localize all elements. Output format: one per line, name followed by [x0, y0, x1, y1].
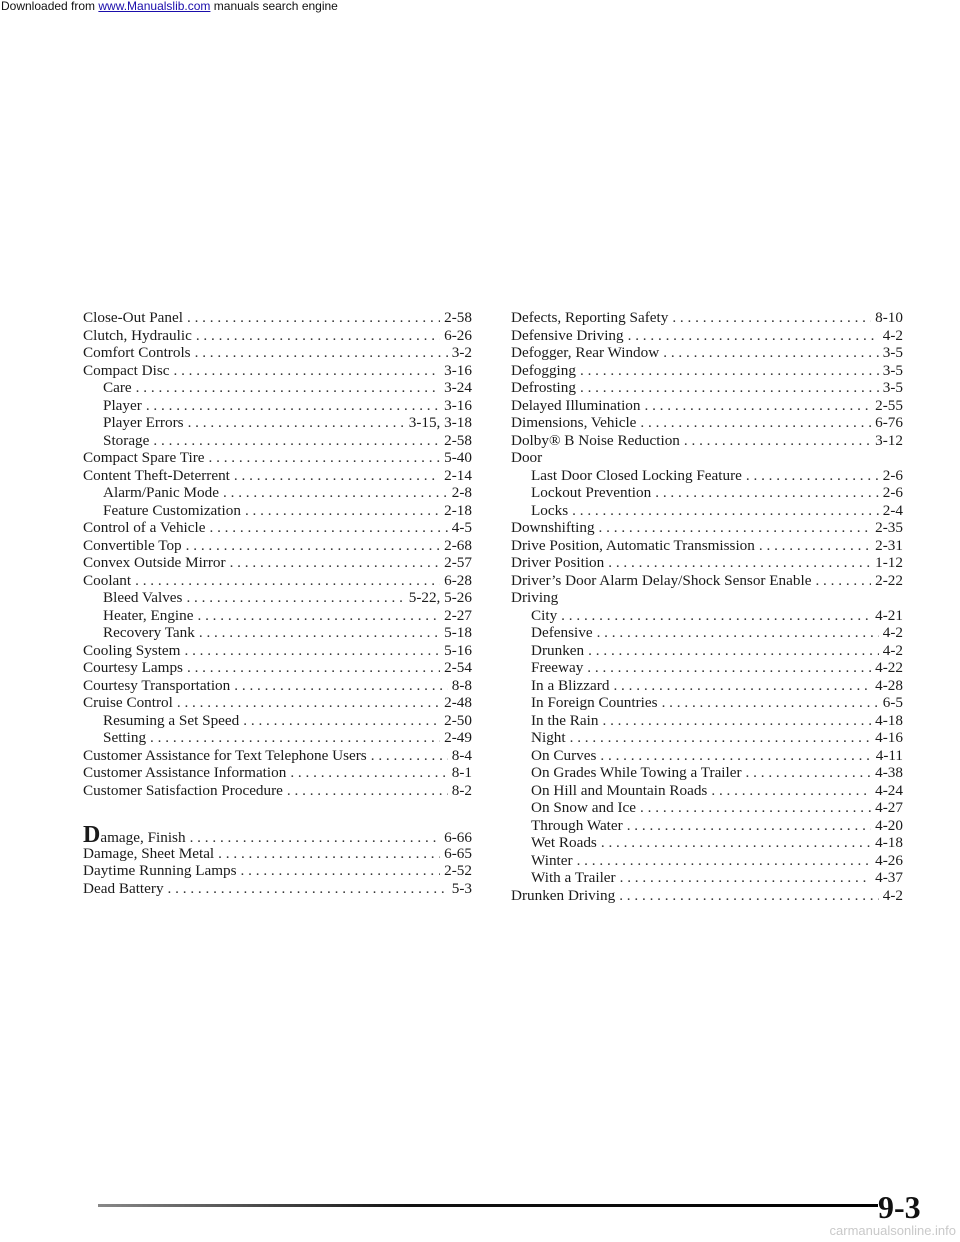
- page-reference: 2-49: [444, 729, 472, 746]
- entry-text: On Snow and Ice: [531, 799, 637, 816]
- index-entry: [83, 694, 472, 712]
- entry-text: Close-Out Panel: [83, 309, 183, 326]
- dot-leader: [234, 467, 440, 485]
- index-entry: [511, 537, 903, 555]
- entry-text: Compact Spare Tire: [83, 449, 205, 466]
- index-subentry: [83, 432, 472, 450]
- page-reference: 5-18: [444, 624, 472, 641]
- entry-text-rest: amage, Finish: [100, 829, 186, 846]
- entry-text: Comfort Controls: [83, 344, 191, 361]
- index-entry: [511, 432, 903, 450]
- page-reference: 4-5: [451, 519, 472, 536]
- index-entry: [511, 397, 903, 415]
- page-reference: 2-52: [444, 862, 472, 879]
- footer-rule: [98, 1204, 878, 1207]
- page-reference: 4-21: [875, 606, 903, 624]
- entry-text: City: [531, 606, 558, 624]
- page-reference: 2-35: [875, 519, 903, 536]
- entry-text: Driver’s Door Alarm Delay/Shock Sensor Enable: [511, 571, 812, 589]
- dot-leader: [209, 449, 441, 467]
- index-entry: [83, 782, 472, 800]
- entry-text: Defensive Driving: [511, 326, 624, 344]
- page-reference: 5-40: [444, 449, 472, 466]
- dot-leader: [662, 694, 879, 712]
- dot-leader: [672, 309, 871, 327]
- entry-text: Feature Customization: [103, 501, 241, 519]
- entry-text: Dolby® B Noise Reduction: [511, 431, 680, 449]
- dot-leader: [195, 344, 448, 362]
- download-banner: [0, 0, 960, 20]
- index-entry: [83, 467, 472, 485]
- index-entry: [83, 554, 472, 572]
- dot-leader: [655, 484, 879, 502]
- dot-leader: [243, 712, 440, 730]
- page-reference: 8-8: [451, 676, 472, 694]
- index-entry: [83, 764, 472, 782]
- entry-text: Damage, Sheet Metal: [83, 844, 215, 862]
- page-reference: 8-4: [451, 746, 472, 764]
- page-reference: 2-54: [444, 659, 472, 676]
- dot-leader: [135, 572, 440, 590]
- dot-leader: [187, 659, 440, 677]
- entry-text: Last Door Closed Locking Feature: [531, 466, 742, 484]
- dot-leader: [602, 712, 871, 730]
- dot-leader: [218, 845, 440, 863]
- index-entry: [83, 659, 472, 677]
- dot-leader: [599, 519, 872, 537]
- dot-leader: [620, 869, 872, 887]
- page-reference: 3-5: [882, 379, 903, 396]
- index-subentry: [511, 694, 903, 712]
- index-subentry: [511, 852, 903, 870]
- page-reference: 2-68: [444, 536, 472, 554]
- dot-leader: [209, 519, 447, 537]
- entry-text: Convex Outside Mirror: [83, 554, 226, 571]
- index-entry: [83, 822, 472, 848]
- entry-text: Player: [103, 396, 142, 414]
- entry-text: Compact Disc: [83, 361, 170, 379]
- entry-text: On Hill and Mountain Roads: [531, 781, 708, 799]
- dot-leader: [188, 414, 405, 432]
- dot-leader: [587, 659, 871, 677]
- index-subentry: [511, 764, 903, 782]
- index-left-column: [83, 309, 472, 897]
- entry-text: In the Rain: [531, 711, 599, 729]
- entry-text: Setting: [103, 729, 147, 746]
- dot-leader: [684, 432, 871, 450]
- index-entry: [83, 747, 472, 765]
- dot-leader: [146, 397, 440, 415]
- entry-text: Care: [103, 379, 132, 396]
- index-subentry: [83, 624, 472, 642]
- entry-text: Defogging: [511, 361, 576, 379]
- dot-leader: [196, 327, 440, 345]
- dot-leader: [601, 834, 871, 852]
- entry-text: Downshifting: [511, 519, 595, 536]
- page-reference: 4-37: [875, 869, 903, 886]
- page-reference: 6-66: [444, 829, 472, 846]
- dot-leader: [597, 624, 879, 642]
- dot-leader: [234, 677, 448, 695]
- page-reference: 4-22: [875, 659, 903, 676]
- dot-leader: [580, 362, 879, 380]
- page-reference: 2-6: [882, 466, 903, 484]
- index-subentry: [511, 799, 903, 817]
- dot-leader: [600, 747, 871, 765]
- page-reference: 6-65: [444, 844, 472, 862]
- entry-text: Winter: [531, 851, 573, 869]
- index-subentry: [511, 782, 903, 800]
- dot-leader: [572, 502, 879, 520]
- index-entry: [511, 362, 903, 380]
- index-entry: [83, 880, 472, 898]
- page-reference: 2-8: [451, 484, 472, 501]
- entry-text: Alarm/Panic Mode: [103, 484, 219, 501]
- index-entry: [83, 327, 472, 345]
- dot-leader: [186, 537, 441, 555]
- page-reference: 2-48: [444, 694, 472, 711]
- entry-text: In a Blizzard: [531, 676, 610, 694]
- page-reference: 4-11: [875, 746, 903, 764]
- dot-leader: [177, 694, 440, 712]
- entry-text: Drive Position, Automatic Transmission: [511, 536, 755, 554]
- entry-text: Customer Assistance for Text Telephone Users: [83, 746, 367, 764]
- entry-text: Defects, Reporting Safety: [511, 309, 669, 326]
- page-reference: 2-57: [444, 554, 472, 571]
- page-reference: 8-10: [875, 309, 903, 326]
- page-reference: 4-38: [875, 764, 903, 781]
- index-right-column: [511, 309, 903, 904]
- page-reference: 2-58: [444, 309, 472, 326]
- page-reference: 3-15, 3-18: [408, 414, 472, 431]
- index-subentry: [511, 677, 903, 695]
- page-reference: 2-6: [882, 484, 903, 501]
- dot-leader: [663, 344, 879, 362]
- entry-text: Storage: [103, 431, 150, 449]
- page-reference: 3-5: [882, 344, 903, 361]
- dot-leader: [150, 729, 440, 747]
- entry-text: Daytime Running Lamps: [83, 862, 237, 879]
- page-reference: 2-22: [875, 571, 903, 589]
- entry-text: Locks: [531, 501, 569, 519]
- index-subentry: [83, 712, 472, 730]
- page-reference: 4-2: [882, 624, 903, 641]
- index-subentry: [511, 869, 903, 887]
- entry-text: Coolant: [83, 571, 132, 589]
- dot-leader: [186, 589, 404, 607]
- entry-text: Defogger, Rear Window: [511, 344, 660, 361]
- entry-text: Cruise Control: [83, 694, 173, 711]
- page-reference: 4-20: [875, 816, 903, 834]
- index-entry: [83, 642, 472, 660]
- manualslib-link[interactable]: www.Manualslib.com: [98, 0, 211, 13]
- index-subentry: [511, 642, 903, 660]
- entry-text: Content Theft-Deterrent: [83, 466, 230, 484]
- index-entry: [511, 327, 903, 345]
- entry-text: Defensive: [531, 624, 593, 641]
- index-entry: [83, 845, 472, 863]
- page-reference: 4-2: [882, 326, 903, 344]
- index-entry: [511, 309, 903, 327]
- index-entry: [83, 449, 472, 467]
- index-subentry: [511, 659, 903, 677]
- dot-leader: [230, 554, 441, 572]
- banner-suffix: manuals search engine: [210, 0, 338, 13]
- dot-leader: [199, 624, 440, 642]
- footer-watermark: carmanualsonline.info: [829, 1223, 956, 1238]
- entry-text: Drunken: [531, 641, 585, 659]
- index-subentry: [83, 502, 472, 520]
- index-entry: [83, 862, 472, 880]
- index-entry: [511, 887, 903, 905]
- index-entry: [83, 572, 472, 590]
- entry-text: Courtesy Lamps: [83, 659, 183, 676]
- index-subentry: [83, 607, 472, 625]
- page-reference: 2-14: [444, 466, 472, 484]
- entry-text: Convertible Top: [83, 536, 182, 554]
- page-reference: 2-55: [875, 396, 903, 414]
- entry-text: Through Water: [531, 816, 623, 834]
- page-reference: 4-18: [875, 711, 903, 729]
- entry-text: Driver Position: [511, 554, 605, 571]
- entry-text: Clutch, Hydraulic: [83, 326, 192, 344]
- dot-leader: [245, 502, 440, 520]
- page-reference: 6-28: [444, 571, 472, 589]
- dot-leader: [628, 327, 879, 345]
- page-reference: 2-58: [444, 431, 472, 449]
- index-subentry: [511, 834, 903, 852]
- page-reference: 4-2: [882, 886, 903, 904]
- page-reference: 1-12: [875, 554, 903, 571]
- index-heading: Driving: [511, 589, 559, 606]
- dot-leader: [627, 817, 871, 835]
- entry-text: Customer Assistance Information: [83, 764, 287, 781]
- page-reference: 2-4: [882, 501, 903, 519]
- index-subentry: [511, 484, 903, 502]
- index-heading: Door: [511, 449, 543, 466]
- page-reference: 4-27: [875, 799, 903, 816]
- dot-leader: [640, 414, 871, 432]
- entry-text: On Grades While Towing a Trailer: [531, 764, 742, 781]
- index-subentry: [511, 467, 903, 485]
- page-reference: 3-2: [451, 344, 472, 361]
- dot-leader: [746, 764, 872, 782]
- dot-leader: [577, 852, 872, 870]
- page-reference: 5-16: [444, 641, 472, 659]
- index-entry: [511, 379, 903, 397]
- index-subentry: [511, 624, 903, 642]
- page-reference: 5-3: [451, 879, 472, 897]
- page-reference: 2-18: [444, 501, 472, 519]
- dot-leader: [619, 887, 879, 905]
- page-reference: 6-5: [882, 694, 903, 711]
- page-number: 9-3: [878, 1189, 921, 1225]
- page-reference: 4-28: [875, 676, 903, 694]
- dot-leader: [580, 379, 879, 397]
- entry-text: Defrosting: [511, 379, 576, 396]
- page-reference: 2-50: [444, 711, 472, 729]
- dot-leader: [640, 799, 871, 817]
- index-entry: [83, 537, 472, 555]
- page-reference: 3-5: [882, 361, 903, 379]
- dot-leader: [223, 484, 448, 502]
- entry-text: Courtesy Transportation: [83, 676, 231, 694]
- dot-leader: [746, 467, 879, 485]
- index-entry: [511, 519, 903, 537]
- index-subentry: [83, 589, 472, 607]
- page-reference: 4-16: [875, 729, 903, 746]
- entry-text: Control of a Vehicle: [83, 519, 206, 536]
- index-subentry: [511, 607, 903, 625]
- dot-leader: [711, 782, 871, 800]
- drop-cap-letter: D: [83, 822, 101, 848]
- page-reference: 6-76: [875, 414, 903, 431]
- index-entry: [83, 519, 472, 537]
- index-entry: [83, 362, 472, 380]
- page-reference: 3-16: [444, 361, 472, 379]
- page-reference: 8-2: [451, 781, 472, 799]
- index-subentry: [511, 502, 903, 520]
- index-entry: [83, 344, 472, 362]
- entry-text: Cooling System: [83, 641, 181, 659]
- index-subentry: [511, 729, 903, 747]
- entry-text: Lockout Prevention: [531, 484, 652, 501]
- entry-text: Wet Roads: [531, 834, 597, 851]
- entry-text: In Foreign Countries: [531, 694, 658, 711]
- page-reference: 8-1: [451, 764, 472, 781]
- entry-text: Recovery Tank: [103, 624, 195, 641]
- entry-text: Heater, Engine: [103, 606, 194, 624]
- dot-leader: [168, 880, 448, 898]
- entry-text: Bleed Valves: [103, 589, 183, 606]
- dot-leader: [136, 379, 440, 397]
- dot-leader: [588, 642, 879, 660]
- dot-leader: [759, 537, 871, 555]
- index-subentry: [83, 484, 472, 502]
- entry-text: Resuming a Set Speed: [103, 711, 240, 729]
- index-subentry: [83, 414, 472, 432]
- page-reference: 3-24: [444, 379, 472, 396]
- page-reference: 4-18: [875, 834, 903, 851]
- dot-leader: [561, 607, 871, 625]
- entry-text: Delayed Illumination: [511, 396, 641, 414]
- dot-leader: [371, 747, 448, 765]
- page-reference: 2-27: [444, 606, 472, 624]
- entry-text: Player Errors: [103, 414, 184, 431]
- entry-text: Customer Satisfaction Procedure: [83, 781, 283, 799]
- entry-text: Night: [531, 729, 566, 746]
- dot-leader: [153, 432, 440, 450]
- entry-text: Dead Battery: [83, 879, 164, 897]
- page-reference: 4-2: [882, 641, 903, 659]
- dot-leader: [287, 782, 448, 800]
- dot-leader: [570, 729, 872, 747]
- index-subentry: [83, 729, 472, 747]
- index-subentry: [511, 747, 903, 765]
- index-entry: [511, 554, 903, 572]
- banner-prefix: Downloaded from: [1, 0, 99, 13]
- dot-leader: [241, 862, 441, 880]
- index-subentry: [83, 379, 472, 397]
- entry-text: With a Trailer: [531, 869, 616, 886]
- dot-leader: [644, 397, 871, 415]
- section-gap: [83, 799, 472, 827]
- entry-text: On Curves: [531, 746, 597, 764]
- index-entry: [511, 414, 903, 432]
- index-subentry: [511, 817, 903, 835]
- dot-leader: [290, 764, 447, 782]
- dot-leader: [608, 554, 871, 572]
- dot-leader: [815, 572, 871, 590]
- entry-text: Drunken Driving: [511, 886, 616, 904]
- page-reference: 3-12: [875, 431, 903, 449]
- page-reference: 4-26: [875, 851, 903, 869]
- page-reference: 4-24: [875, 781, 903, 799]
- entry-text: Dimensions, Vehicle: [511, 414, 637, 431]
- entry-text: Freeway: [531, 659, 584, 676]
- index-subentry: [511, 712, 903, 730]
- dot-leader: [173, 362, 440, 380]
- dot-leader: [187, 309, 440, 327]
- page-reference: 3-16: [444, 396, 472, 414]
- dot-leader: [197, 607, 440, 625]
- page-reference: 2-31: [875, 536, 903, 554]
- index-entry: [83, 677, 472, 695]
- index-entry: [511, 572, 903, 590]
- dot-leader: [613, 677, 871, 695]
- dot-leader: [184, 642, 440, 660]
- page-reference: 5-22, 5-26: [408, 589, 472, 606]
- index-subentry: [83, 397, 472, 415]
- page-reference: 6-26: [444, 326, 472, 344]
- index-entry: [511, 344, 903, 362]
- index-entry: [83, 309, 472, 327]
